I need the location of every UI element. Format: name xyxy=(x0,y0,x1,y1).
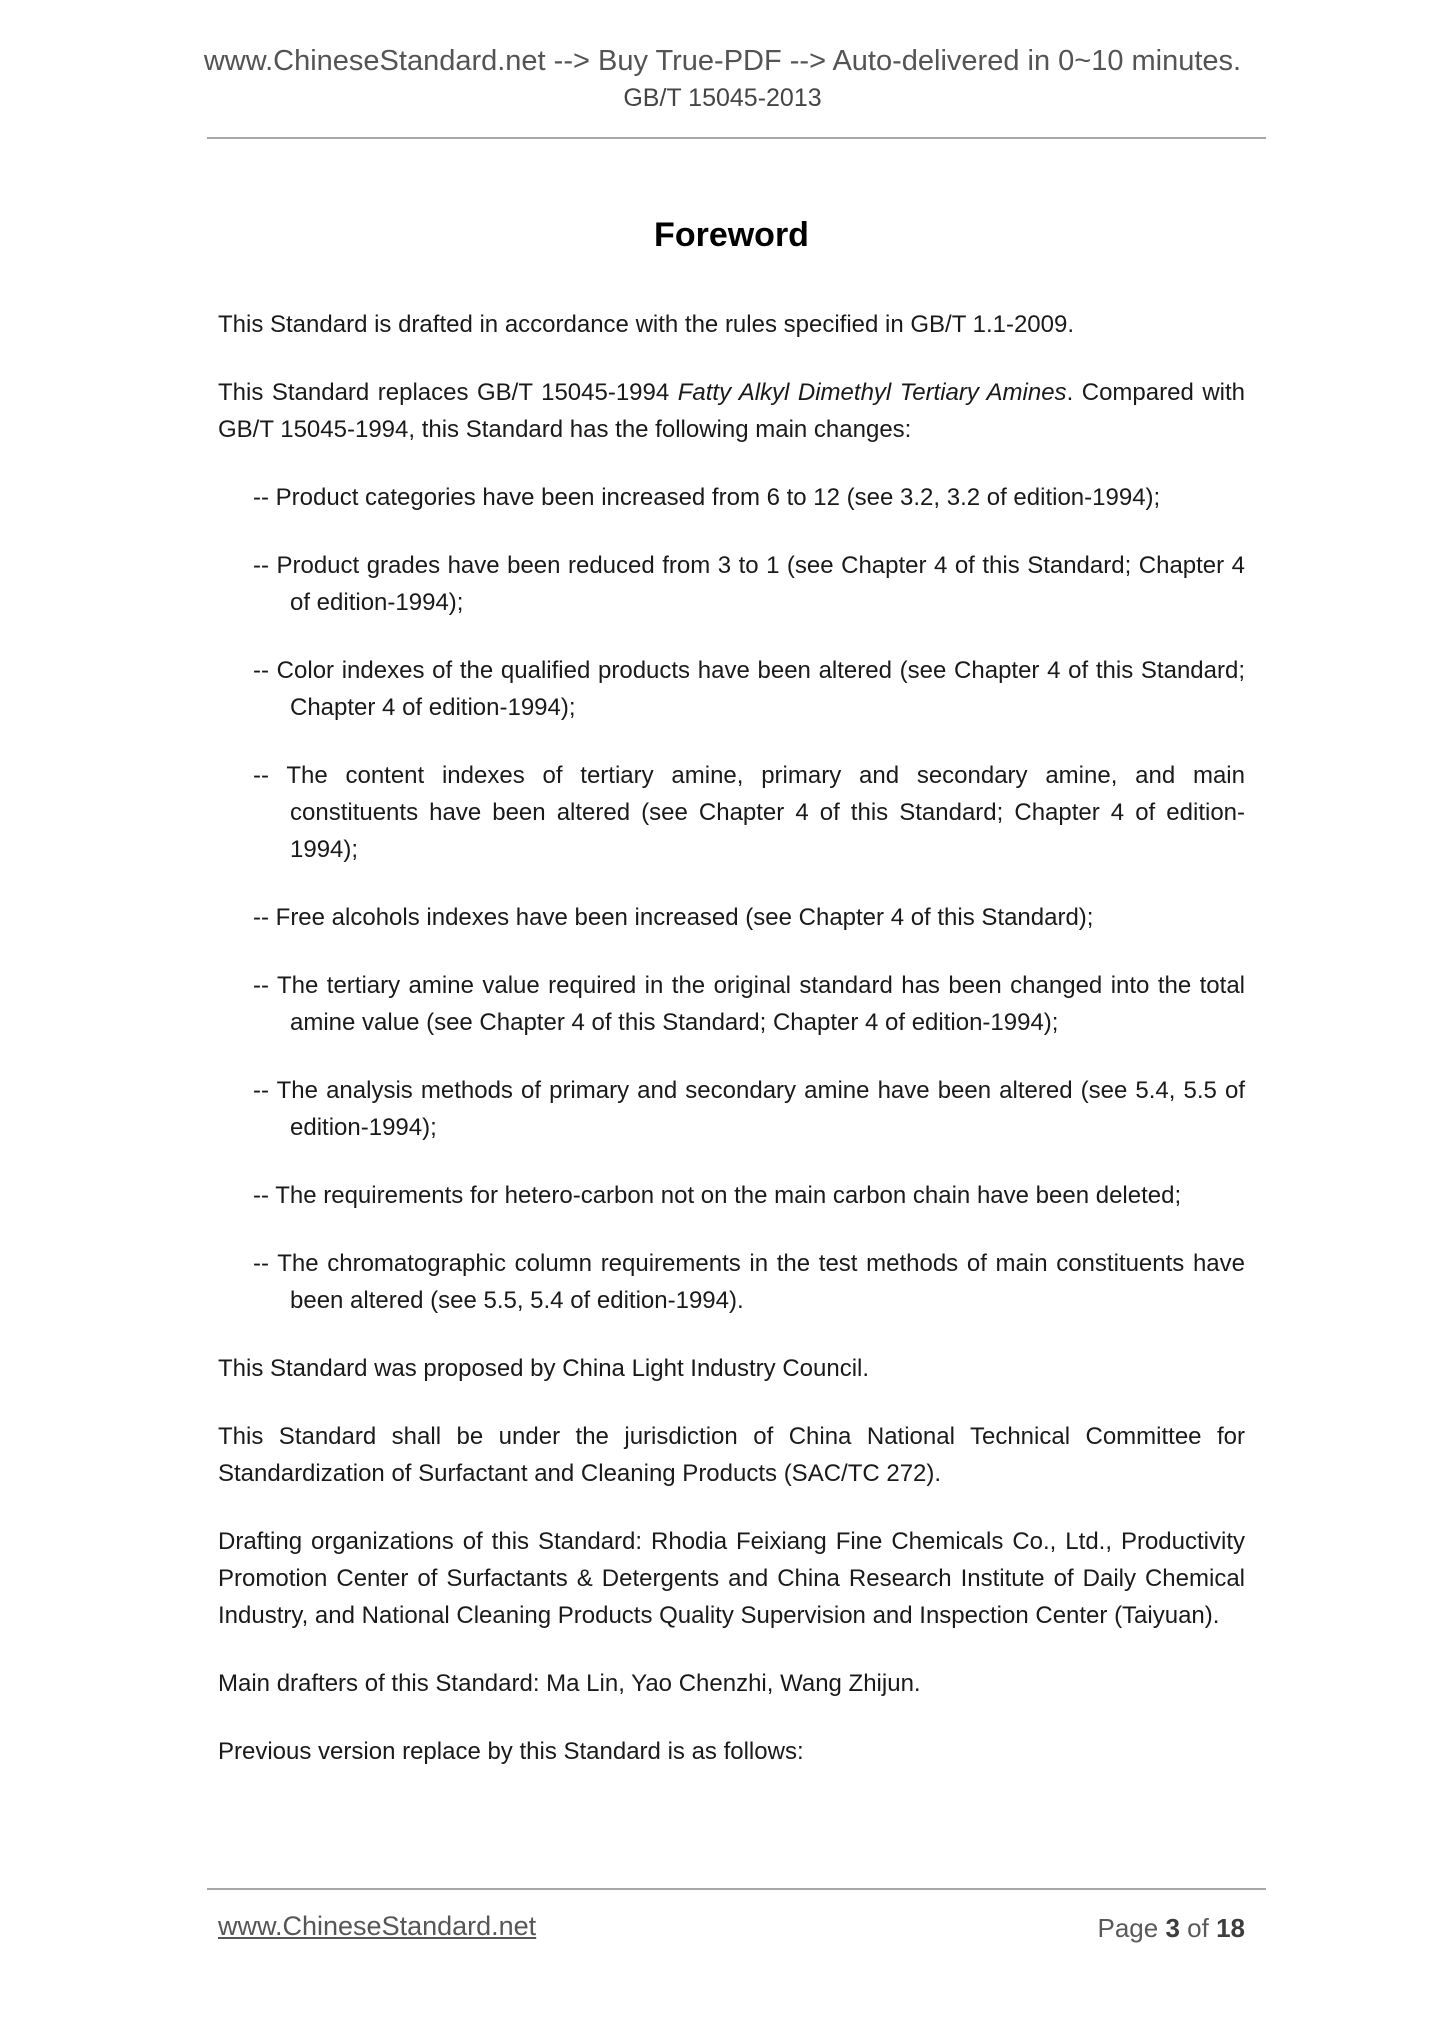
change-item: -- Free alcohols indexes have been increased (see Chapter 4 of this Standard); xyxy=(253,904,1094,931)
paragraph-text: This Standard replaces GB/T 15045-1994 xyxy=(218,379,678,406)
paragraph-proposed-by: This Standard was proposed by China Light Industry Council. xyxy=(218,1355,870,1382)
page-total: 18 xyxy=(1216,1913,1245,1943)
header-banner: www.ChineseStandard.net --> Buy True-PDF --> Auto-delivered in 0~10 minutes. xyxy=(203,45,1242,77)
paragraph-text: . Compared with GB/T 15045-1994, this Standard has the following main changes: xyxy=(218,379,1245,443)
change-item: -- The analysis methods of primary and secondary amine have been altered (see 5.4, 5.5 of edition-1994); xyxy=(253,1077,1245,1141)
page-current: 3 xyxy=(1165,1913,1180,1943)
page-indicator xyxy=(1097,1912,1245,1944)
change-item: -- Product grades have been reduced from 3 to 1 (see Chapter 4 of this Standard; Chapter 4 of edition-1994); xyxy=(253,552,1245,616)
page-title: Foreword xyxy=(654,216,809,254)
page-label: Page xyxy=(1097,1913,1159,1943)
change-item: -- The tertiary amine value required in the original standard has been changed into the total amine value (see Chapter 4 of this Standard; Chapter 4 of edition-1994); xyxy=(253,972,1245,1036)
change-item: -- The chromatographic column requirements in the test methods of main constituents have been altered (see 5.5, 5.4 of edition-1994). xyxy=(253,1250,1245,1314)
change-item: -- Color indexes of the qualified products have been altered (see Chapter 4 of this Standard; Chapter 4 of edition-1994); xyxy=(253,657,1245,721)
standard-number: GB/T 15045-2013 xyxy=(623,84,822,112)
footer-divider xyxy=(207,1888,1266,1890)
paragraph-main-drafters: Main drafters of this Standard: Ma Lin, Yao Chenzhi, Wang Zhijun. xyxy=(218,1670,921,1697)
change-item: -- The requirements for hetero-carbon not on the main carbon chain have been deleted; xyxy=(253,1182,1182,1209)
change-item: -- The content indexes of tertiary amine, primary and secondary amine, and main constituents have been altered (see Chapter 4 of this Standard; Chapter 4 of edition-1994); xyxy=(253,762,1245,863)
paragraph-previous-version: Previous version replace by this Standard is as follows: xyxy=(218,1738,804,1765)
italic-standard-name: Fatty Alkyl Dimethyl Tertiary Amines xyxy=(677,379,1067,406)
paragraph-jurisdiction: This Standard shall be under the jurisdiction of China National Technical Committee for Standardization of Surfactant and Cleaning Products (SAC/TC 272). xyxy=(218,1423,1245,1487)
of-label: of xyxy=(1187,1913,1209,1943)
footer-site-link[interactable]: www.ChineseStandard.net xyxy=(218,1911,537,1941)
paragraph-drafting-rules: This Standard is drafted in accordance with the rules specified in GB/T 1.1-2009. xyxy=(218,311,1075,338)
paragraph-replaces xyxy=(218,374,1245,448)
change-item: -- Product categories have been increased from 6 to 12 (see 3.2, 3.2 of edition-1994); xyxy=(253,484,1161,511)
document-body xyxy=(218,215,1245,1801)
header-divider xyxy=(207,137,1266,139)
paragraph-drafting-organizations: Drafting organizations of this Standard: Rhodia Feixiang Fine Chemicals Co., Ltd., Productivity Promotion Center of Surfactants & Detergents and China Research Institute of Daily Chemical Industry, and National Cleaning Products Quality Supervision and Inspection Center (Taiyuan). xyxy=(218,1528,1245,1629)
